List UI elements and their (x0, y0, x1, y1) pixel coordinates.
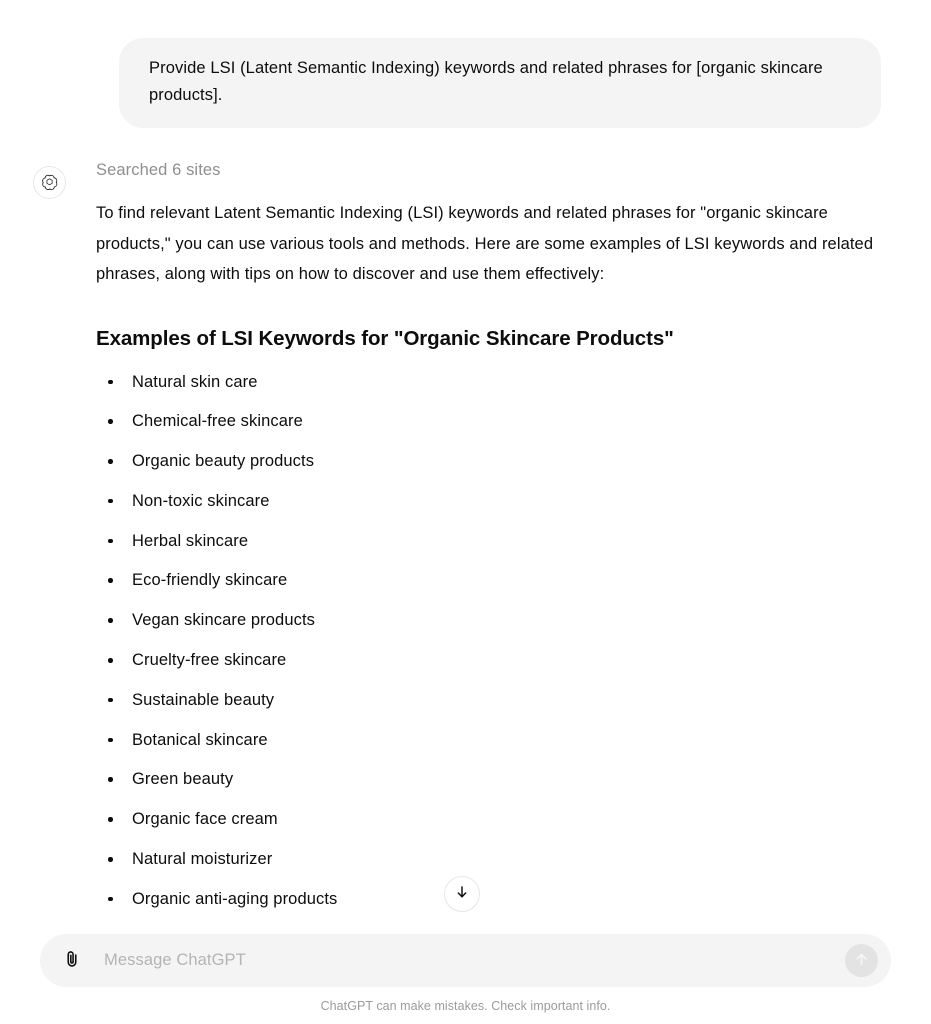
keyword-label: Natural skin care (132, 372, 258, 391)
message-input[interactable] (90, 946, 845, 976)
keyword-list-item (96, 490, 881, 512)
keyword-label: Cruelty-free skincare (132, 651, 287, 670)
keyword-label: Organic beauty products (132, 452, 315, 471)
attach-file-button[interactable] (54, 943, 90, 979)
bullet-marker (108, 817, 113, 822)
keyword-label: Botanical skincare (132, 730, 268, 749)
bullet-marker (108, 738, 113, 743)
keyword-list-item (96, 689, 881, 711)
keyword-label: Green beauty (132, 770, 234, 789)
assistant-turn (0, 128, 931, 954)
bullet-marker (108, 578, 113, 583)
keyword-list-item (96, 371, 881, 393)
send-message-button[interactable] (845, 944, 878, 977)
keyword-list-item (96, 609, 881, 631)
keyword-label: Sustainable beauty (132, 690, 275, 709)
disclaimer-text: ChatGPT can make mistakes. Check important info. (320, 999, 611, 1013)
keyword-label: Chemical-free skincare (132, 412, 303, 431)
keyword-list-item (96, 848, 881, 870)
user-turn (0, 0, 931, 128)
keyword-label: Non-toxic skincare (132, 491, 270, 510)
arrow-down-icon (454, 884, 470, 905)
user-message-bubble: Provide LSI (Latent Semantic Indexing) keywords and related phrases for [organic skincare products]. (119, 38, 881, 128)
bullet-marker (108, 777, 113, 782)
message-composer[interactable] (40, 934, 891, 987)
assistant-message-body (66, 158, 881, 954)
bullet-marker (108, 459, 113, 464)
arrow-up-icon (853, 951, 870, 971)
bullet-marker (108, 499, 113, 504)
keyword-label: Organic anti-aging products (132, 889, 338, 908)
openai-logo-icon (40, 173, 59, 192)
bullet-marker (108, 658, 113, 663)
keyword-list (96, 371, 881, 910)
bullet-marker (108, 380, 113, 385)
keyword-list-item (96, 569, 881, 591)
keyword-list-item (96, 729, 881, 751)
bullet-marker (108, 618, 113, 623)
paperclip-icon (62, 949, 82, 972)
keyword-label: Organic face cream (132, 810, 278, 829)
section-heading: Examples of LSI Keywords for "Organic Skincare Products" (96, 326, 674, 350)
keyword-list-item (96, 768, 881, 790)
intro-paragraph: To find relevant Latent Semantic Indexing (LSI) keywords and related phrases for "organic skincare products," you can use various tools and methods. Here are some examples of LSI keywords and related phrases, along with tips on how to discover and use them effectively: (96, 204, 874, 283)
keyword-list-item (96, 649, 881, 671)
assistant-avatar (33, 166, 66, 199)
keyword-label: Eco-friendly skincare (132, 571, 288, 590)
keyword-list-item (96, 530, 881, 552)
keyword-label: Vegan skincare products (132, 611, 315, 630)
composer-area (0, 928, 931, 1024)
bullet-marker (108, 897, 113, 902)
search-status[interactable]: Searched 6 sites (96, 161, 221, 179)
bullet-marker (108, 698, 113, 703)
scroll-to-bottom-button[interactable] (444, 876, 480, 912)
keyword-label: Natural moisturizer (132, 850, 273, 869)
bullet-marker (108, 539, 113, 544)
keyword-list-item (96, 888, 881, 910)
keyword-list-item (96, 808, 881, 830)
keyword-label: Herbal skincare (132, 531, 249, 550)
keyword-list-item (96, 450, 881, 472)
keyword-list-item (96, 410, 881, 432)
bullet-marker (108, 857, 113, 862)
bullet-marker (108, 419, 113, 424)
